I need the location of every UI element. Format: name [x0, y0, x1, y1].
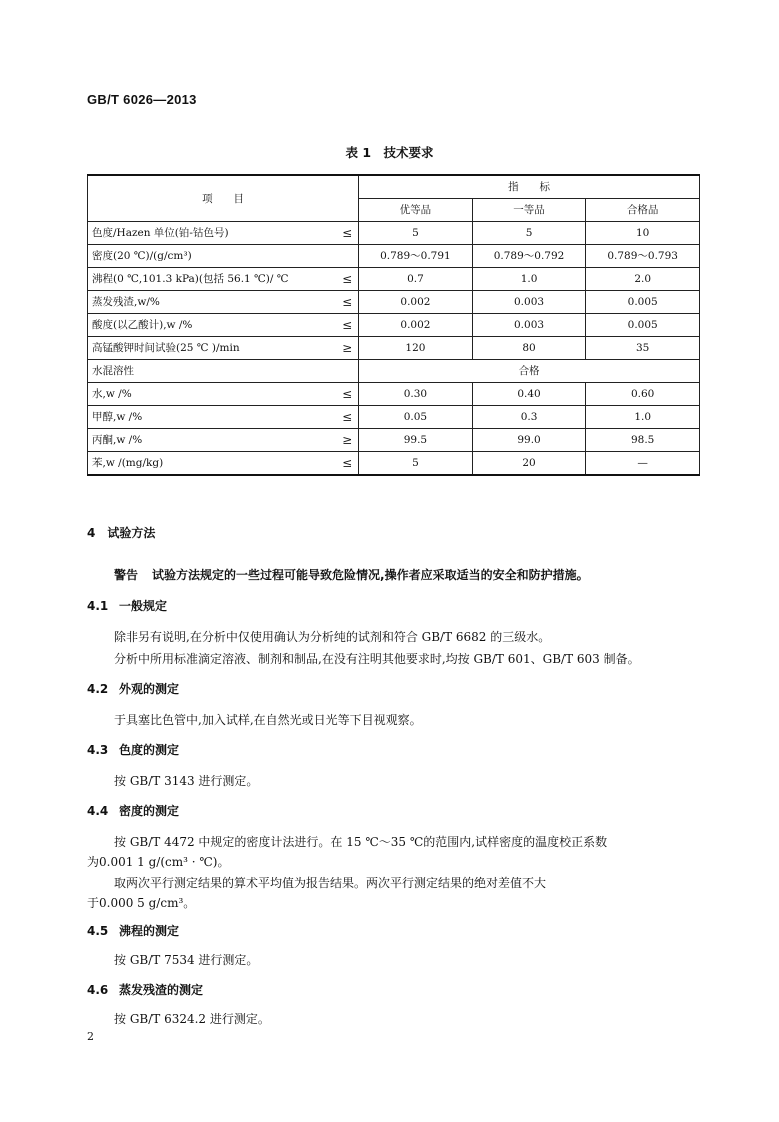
- row-value: 0.789～0.792: [472, 245, 586, 268]
- paragraph: 于具塞比色管中,加入试样,在自然光或日光等下目视观察。: [114, 713, 422, 727]
- row-value: 99.0: [472, 429, 586, 452]
- paragraph: 为0.001 1 g/(cm³ · ℃)。: [87, 855, 230, 869]
- table-title: 表 1 技术要求: [345, 145, 434, 160]
- table-row: [88, 429, 700, 452]
- grade-header: 一等品: [472, 199, 586, 222]
- row-value: 0.002: [359, 291, 473, 314]
- row-comparator: ≤: [331, 406, 359, 429]
- row-value: 5: [359, 222, 473, 245]
- table-row: [88, 268, 700, 291]
- paragraph: 按 GB/T 7534 进行测定。: [114, 953, 259, 967]
- row-value: 0.40: [472, 383, 586, 406]
- row-value: —: [586, 452, 700, 476]
- subsection-heading: 4.2 外观的测定: [87, 682, 180, 696]
- row-comparator: ≤: [331, 291, 359, 314]
- row-item: 色度/Hazen 单位(铂-钴色号): [88, 222, 332, 245]
- row-item: 水混溶性: [88, 360, 332, 383]
- row-comparator: ≥: [331, 429, 359, 452]
- row-item: 酸度(以乙酸计),w /%: [88, 314, 332, 337]
- subsection-heading: 4.3 色度的测定: [87, 743, 180, 757]
- row-comparator: ≤: [331, 268, 359, 291]
- row-item: 苯,w /(mg/kg): [88, 452, 332, 476]
- table-row: [88, 337, 700, 360]
- table-row: [88, 291, 700, 314]
- row-item: 水,w /%: [88, 383, 332, 406]
- section-heading: 4 试验方法: [87, 526, 156, 540]
- subsection-heading: 4.4 密度的测定: [87, 804, 180, 818]
- table-row: [88, 452, 700, 476]
- table-row: [88, 406, 700, 429]
- row-value: 0.003: [472, 291, 586, 314]
- paragraph: 取两次平行测定结果的算术平均值为报告结果。两次平行测定结果的绝对差值不大: [114, 876, 547, 890]
- row-value: 0.60: [586, 383, 700, 406]
- paragraph: 除非另有说明,在分析中仅使用确认为分析纯的试剂和符合 GB/T 6682 的三级水。: [114, 630, 551, 644]
- row-value: 0.3: [472, 406, 586, 429]
- subsection-heading: 4.1 一般规定: [87, 599, 168, 613]
- row-value: 120: [359, 337, 473, 360]
- row-value: 80: [472, 337, 586, 360]
- row-comparator: [331, 245, 359, 268]
- page-number: 2: [87, 1030, 94, 1043]
- row-value: 10: [586, 222, 700, 245]
- paragraph: 按 GB/T 3143 进行测定。: [114, 774, 259, 788]
- paragraph: 按 GB/T 4472 中规定的密度计法进行。在 15 ℃～35 ℃的范围内,试样密度的温度校正系数: [114, 835, 608, 849]
- table-header-row: [88, 175, 700, 199]
- row-value: 0.789～0.791: [359, 245, 473, 268]
- row-value: 0.05: [359, 406, 473, 429]
- row-comparator: [331, 360, 359, 383]
- row-value: 0.30: [359, 383, 473, 406]
- row-value: 2.0: [586, 268, 700, 291]
- row-comparator: ≤: [331, 314, 359, 337]
- row-value: 20: [472, 452, 586, 476]
- row-value: 35: [586, 337, 700, 360]
- warning-label: 警告: [114, 568, 139, 582]
- warning-note: [114, 566, 589, 583]
- row-comparator: ≤: [331, 383, 359, 406]
- row-value: 99.5: [359, 429, 473, 452]
- row-value: 98.5: [586, 429, 700, 452]
- row-value: 1.0: [586, 406, 700, 429]
- row-value: 0.789～0.793: [586, 245, 700, 268]
- row-item: 甲醇,w /%: [88, 406, 332, 429]
- row-item: 丙酮,w /%: [88, 429, 332, 452]
- row-item: 高锰酸钾时间试验(25 ℃ )/min: [88, 337, 332, 360]
- header-item: 项 目: [88, 175, 359, 222]
- row-value: 5: [472, 222, 586, 245]
- table-row: [88, 360, 700, 383]
- row-item: 密度(20 ℃)/(g/cm³): [88, 245, 332, 268]
- standard-code: GB/T 6026—2013: [87, 92, 197, 107]
- row-item: 蒸发残渣,w/%: [88, 291, 332, 314]
- row-value: 0.002: [359, 314, 473, 337]
- subsection-heading: 4.5 沸程的测定: [87, 924, 180, 938]
- row-value: 5: [359, 452, 473, 476]
- warning-text: 试验方法规定的一些过程可能导致危险情况,操作者应采取适当的安全和防护措施。: [152, 568, 589, 582]
- row-value: 0.005: [586, 291, 700, 314]
- header-index: 指 标: [359, 175, 700, 199]
- grade-header: 优等品: [359, 199, 473, 222]
- row-value: 0.7: [359, 268, 473, 291]
- paragraph: 按 GB/T 6324.2 进行测定。: [114, 1012, 270, 1026]
- row-value: 1.0: [472, 268, 586, 291]
- table-row: [88, 383, 700, 406]
- row-comparator: ≤: [331, 222, 359, 245]
- grade-header: 合格品: [586, 199, 700, 222]
- row-value: 0.005: [586, 314, 700, 337]
- row-comparator: ≥: [331, 337, 359, 360]
- row-item: 沸程(0 ℃,101.3 kPa)(包括 56.1 ℃)/ ℃: [88, 268, 332, 291]
- row-comparator: ≤: [331, 452, 359, 476]
- table-row: [88, 314, 700, 337]
- row-value: 0.003: [472, 314, 586, 337]
- table-row: [88, 245, 700, 268]
- row-merged-value: 合格: [359, 360, 700, 383]
- paragraph: 分析中所用标准滴定溶液、制剂和制品,在没有注明其他要求时,均按 GB/T 601、GB/T 603 制备。: [114, 652, 640, 666]
- technical-requirements-table: [87, 174, 700, 476]
- paragraph: 于0.000 5 g/cm³。: [87, 896, 196, 910]
- subsection-heading: 4.6 蒸发残渣的测定: [87, 983, 204, 997]
- table-row: [88, 222, 700, 245]
